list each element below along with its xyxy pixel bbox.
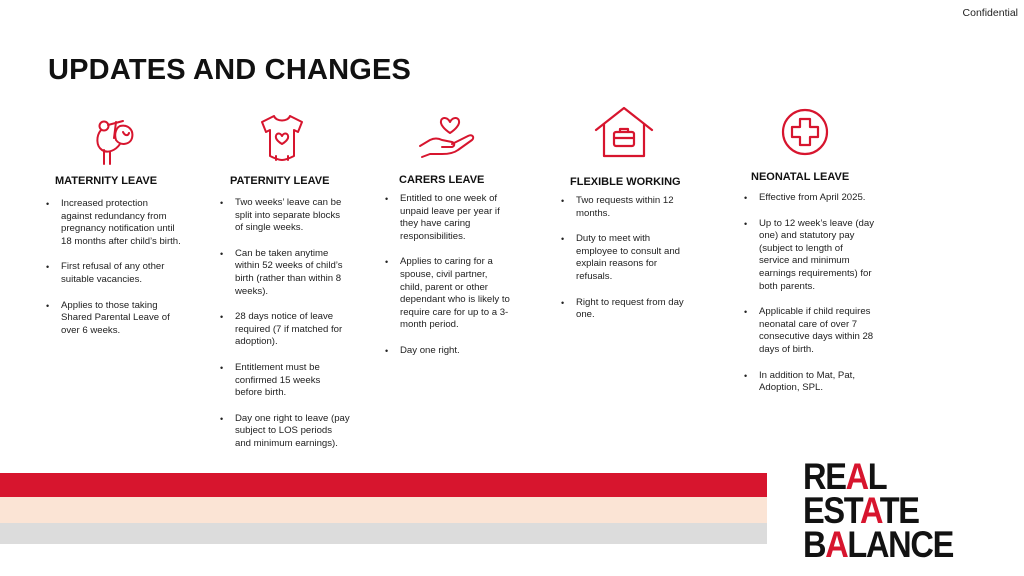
list-item: • Can be taken anytime within 52 weeks of child’s birth (rather than within 8 weeks). xyxy=(220,248,350,298)
list-item: • Effective from April 2025. xyxy=(744,192,874,205)
neonatal-leave-heading: NEONATAL LEAVE xyxy=(751,171,850,183)
carers-leave-list xyxy=(385,193,512,371)
medical-cross-icon xyxy=(780,107,830,157)
list-item: • 28 days notice of leave required (7 if matched for adoption). xyxy=(220,311,350,349)
paternity-leave-heading: PATERNITY LEAVE xyxy=(230,175,330,187)
paternity-leave-list xyxy=(220,197,350,464)
list-item: • Increased protection against redundancy from pregnancy notification until 18 months after child’s birth. xyxy=(46,198,181,248)
page-title: UPDATES AND CHANGES xyxy=(48,54,412,86)
baby-onesie-icon xyxy=(256,112,308,164)
confidential-label: Confidential xyxy=(962,7,1018,19)
list-item: • Two requests within 12 months. xyxy=(561,195,691,220)
flexible-working-heading: FLEXIBLE WORKING xyxy=(570,176,681,188)
footer-band-red xyxy=(0,473,767,497)
stork-baby-icon xyxy=(90,112,138,168)
hand-heart-icon xyxy=(418,108,482,160)
list-item: • Day one right. xyxy=(385,345,512,358)
list-item: • Entitlement must be confirmed 15 weeks before birth. xyxy=(220,362,350,400)
list-item: • Applicable if child requires neonatal care of over 7 consecutive days within 28 days of birth. xyxy=(744,306,874,356)
maternity-leave-heading: MATERNITY LEAVE xyxy=(55,175,158,187)
real-estate-balance-logo: REAL ESTATE BALANCE xyxy=(803,456,953,565)
list-item: • Entitled to one week of unpaid leave per year if they have caring responsibilities. xyxy=(385,193,512,243)
list-item: • Applies to caring for a spouse, civil partner, child, parent or other dependant who is likely to require care for up to a 3-month period. xyxy=(385,256,512,332)
house-briefcase-icon xyxy=(592,104,656,160)
list-item: • Day one right to leave (pay subject to LOS periods and minimum earnings). xyxy=(220,413,350,451)
carers-leave-heading: CARERS LEAVE xyxy=(399,174,485,186)
list-item: • Two weeks’ leave can be split into separate blocks of single weeks. xyxy=(220,197,350,235)
neonatal-leave-list xyxy=(744,192,874,408)
list-item: • In addition to Mat, Pat, Adoption, SPL. xyxy=(744,370,874,395)
footer-band-peach xyxy=(0,497,767,523)
maternity-leave-list xyxy=(46,198,181,350)
list-item: • Up to 12 week’s leave (day one) and statutory pay (subject to length of service and minimum earnings requirements) for both parents. xyxy=(744,218,874,294)
list-item: • First refusal of any other suitable vacancies. xyxy=(46,261,181,286)
list-item: • Duty to meet with employee to consult and explain reasons for refusals. xyxy=(561,233,691,283)
list-item: • Right to request from day one. xyxy=(561,297,691,322)
list-item: • Applies to those taking Shared Parental Leave of over 6 weeks. xyxy=(46,300,181,338)
footer-band-grey xyxy=(0,523,767,544)
flexible-working-list xyxy=(561,195,691,335)
